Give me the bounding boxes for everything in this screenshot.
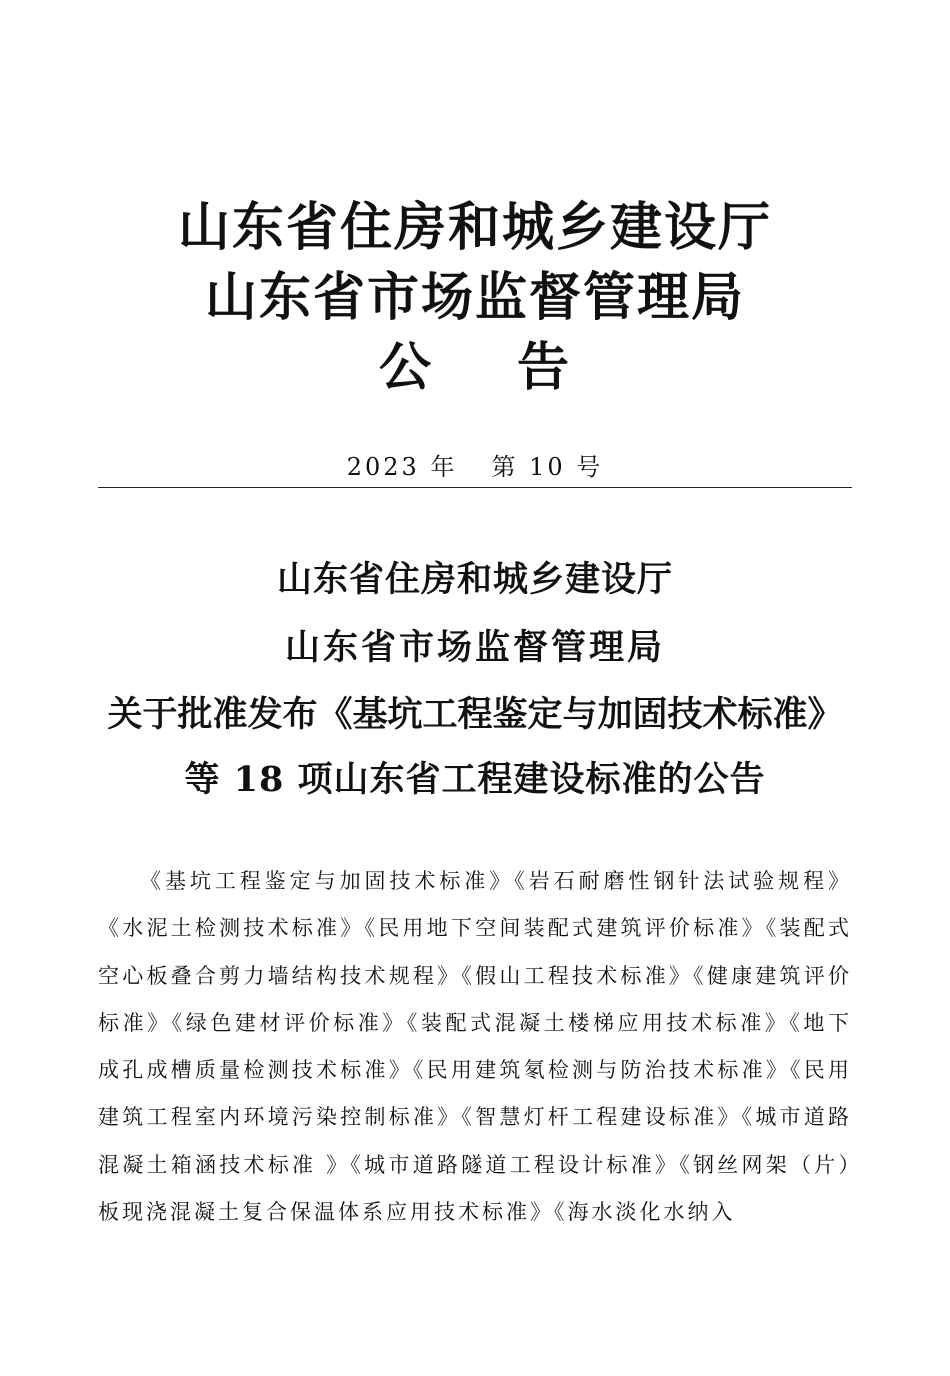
document-type-char-2: 告 [517,337,572,398]
issuer-name-housing-department: 山东省住房和城乡建设厅 [177,197,772,258]
title-line-3: 关于批准发布《基坑工程鉴定与加固技术标准》 [107,694,843,735]
document-year: 2023 年 [346,453,458,481]
title-line-4: 等 18 项山东省工程建设标准的公告 [184,759,766,800]
document-number [0,455,950,479]
title-line-2: 山东省市场监督管理局 [284,627,665,668]
header-divider [98,487,852,488]
title-line-1: 山东省住房和城乡建设厅 [276,559,673,600]
document-type-char-1: 公 [378,337,433,398]
document-type-heading [0,337,950,398]
document-issue-number: 第 10 号 [491,453,604,481]
body-paragraph: 《基坑工程鉴定与加固技术标准》《岩石耐磨性钢针法试验规程》《水泥土检测技术标准》《民用地下空间装配式建筑评价标准》《装配式空心板叠合剪力墙结构技术规程》《假山工程技术标准》《健康建筑评价标准》《绿色建材评价标准》《装配式混凝土楼梯应用技术标准》《地下成孔成槽质量检测技术标准》《民用建筑氡检测与防治技术标准》《民用建筑工程室内环境污染控制标准》《智慧灯杆工程建设标准》《城市道路混凝土箱涵技术标准 》《城市道路隧道工程设计标准》《钢丝网架（片）板现浇混凝土复合保温体系应用技术标准》《海水淡化水纳入 [98,869,852,1225]
issuer-name-market-regulation-bureau: 山东省市场监督管理局 [204,267,745,328]
